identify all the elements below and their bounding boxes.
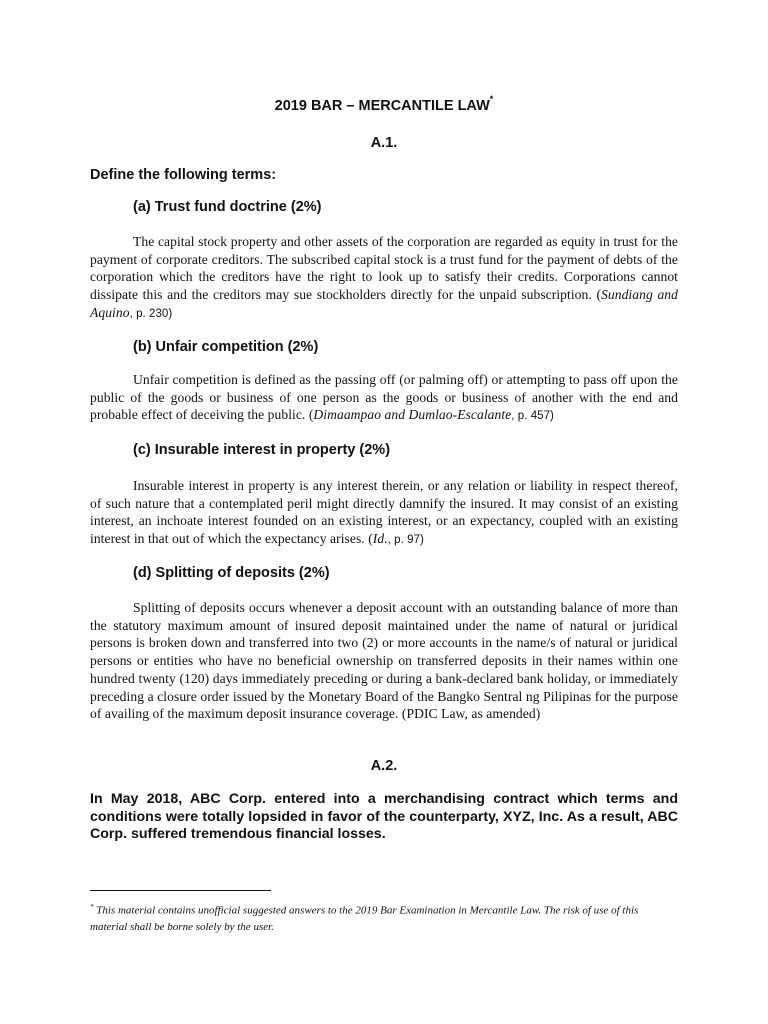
item-a-heading: (a) Trust fund doctrine (2%) (133, 199, 322, 215)
item-d-heading: (d) Splitting of deposits (2%) (133, 565, 330, 581)
footnote-marker: * (90, 903, 94, 911)
item-a-answer: The capital stock property and other assets of the corporation are regarded as equity in trust for the payment of corporate creditors. The subscribed capital stock is a trust fund for the payment of debts of the corporation which the creditors have the right to look up to satisfy their credits. Corporations cannot dissipate this and the creditors may sue stockholders directly for the unpaid subscription. (Sundiang and Aquino, p. 230) (90, 234, 678, 320)
title-footnote-marker: * (489, 94, 494, 104)
title-text: 2019 BAR – MERCANTILE LAW (274, 97, 490, 114)
item-b-answer: Unfair competition is defined as the passing off (or palming off) or attempting to pass off upon the public of the goods or business of one person as the goods or business of another with the end and probable effect of deceiving the public. (Dimaampao and Dumlao-Escalante, p. 457) (90, 372, 678, 423)
item-d-answer: Splitting of deposits occurs whenever a deposit account with an outstanding balance of more than the statutory maximum amount of insured deposit maintained under the name of natural or juridical persons is broken down and transferred into two (2) or more accounts in the name/s of natural or juridical persons or entities who have no beneficial ownership on transferred deposits in their names within one hundred twenty (120) days immediately preceding or during a bank-declared bank holiday, or immediately preceding a closure order issued by the Monetary Board of the Bangko Sentral ng Pilipinas for the purpose of availing of the maximum deposit insurance coverage. (PDIC Law, as amended) (90, 600, 678, 722)
footnote-divider (90, 890, 271, 891)
section-a2-label: A.2. (370, 758, 398, 774)
item-c-answer: Insurable interest in property is any interest therein, or any relation or liability in respect thereof, of such nature that a contemplated peril might directly damnify the insured. It may consist of an existing interest, an inchoate interest founded on an existing interest, or an expectancy, coupled with an existing interest in that out of which the expectancy arises. (Id., p. 97) (90, 478, 678, 547)
item-b-heading: (b) Unfair competition (2%) (133, 339, 319, 355)
footnote (90, 899, 678, 935)
instruction-text: Define the following terms: (90, 167, 277, 183)
page-title (90, 96, 678, 114)
footnote-text: This material contains unofficial suggested answers to the 2019 Bar Examination in Mercantile Law. The risk of use of this material shall be borne solely by the user. (90, 904, 639, 933)
item-c-heading: (c) Insurable interest in property (2%) (133, 442, 391, 458)
section-a2-question: In May 2018, ABC Corp. entered into a merchandising contract which terms and conditions were totally lopsided in favor of the counterparty, XYZ, Inc. As a result, ABC Corp. suffered tremendous financial losses. (90, 791, 678, 842)
section-a1-label: A.1. (370, 135, 398, 151)
